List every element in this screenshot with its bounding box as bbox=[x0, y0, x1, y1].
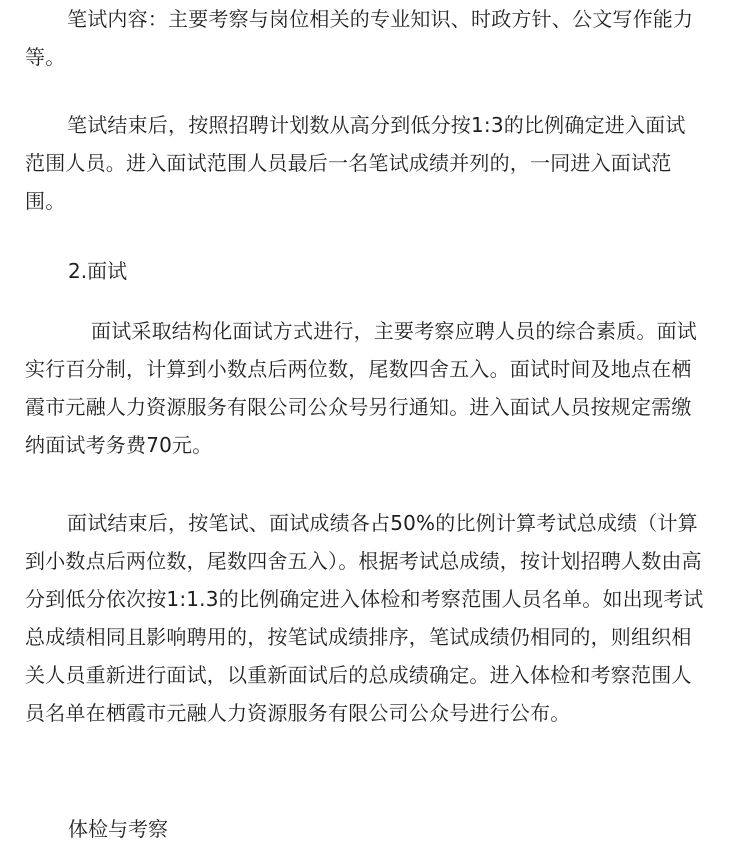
paragraph-interview-result: 面试结束后，按笔试、面试成绩各占50%的比例计算考试总成绩（计算到小数点后两位数，尾数四舍五入）。根据考试总成绩，按计划招聘人数由高分到低分依次按1:1.3的比例确定进入体检和考察范围人员名单。如出现考试总成绩相同且影响聘用的，按笔试成绩排序，笔试成绩仍相同的，则组织相关人员重新进行面试，以重新面试后的总成绩确定。进入体检和考察范围人员名单在栖霞市元融人力资源服务有限公司公众号进行公布。 bbox=[25, 511, 704, 725]
paragraph-interview-method: 面试采取结构化面试方式进行，主要考察应聘人员的综合素质。面试实行百分制，计算到小数点后两位数，尾数四舍五入。面试时间及地点在栖霞市元融人力资源服务有限公司公众号另行通知。进入面试人员按规定需缴纳面试考务费70元。 bbox=[25, 319, 697, 457]
paragraph-written-test-result: 笔试结束后，按照招聘计划数从高分到低分按1:3的比例确定进入面试范围人员。进入面试范围人员最后一名笔试成绩并列的，一同进入面试范围。 bbox=[25, 113, 686, 213]
heading-interview: 2.面试 bbox=[68, 259, 128, 283]
heading-physical-exam: 体检与考察 bbox=[68, 817, 168, 841]
paragraph-written-test-content: 笔试内容：主要考察与岗位相关的专业知识、时政方针、公文写作能力等。 bbox=[25, 7, 694, 69]
